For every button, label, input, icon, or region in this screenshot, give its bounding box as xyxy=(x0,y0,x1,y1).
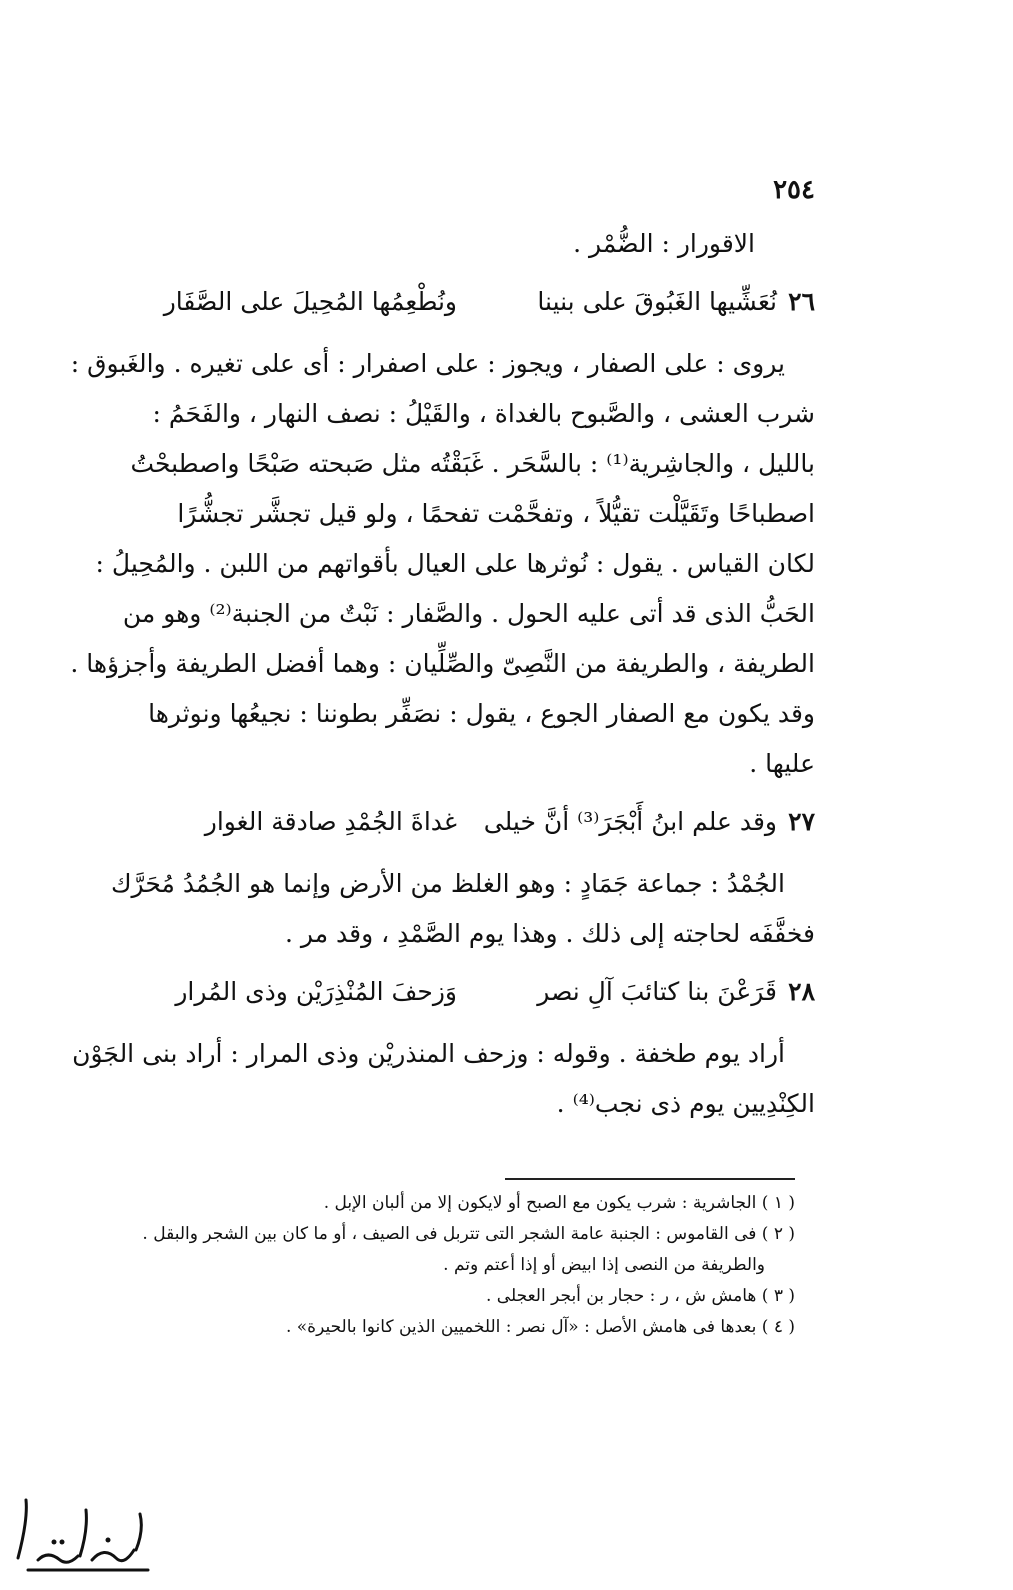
commentary-line: شرب العشى ، والصَّبوح بالغداة ، والقَيْلُ : نصف النهار ، والفَحَمُ : xyxy=(152,399,815,428)
footnotes xyxy=(95,1178,795,1343)
commentary-line: الحَبُّ الذى قد أتى عليه الحول . والصَّفار : نَبْتٌ من الجنبة⁽²⁾ وهو من xyxy=(122,599,815,628)
verse-hemistich-second: ونُطْعِمُها المُحِيلَ على الصَّفَار xyxy=(163,287,457,316)
verse-number: ٢٧ xyxy=(788,807,815,836)
verse-26 xyxy=(95,277,815,327)
verse-hemistich-first: نُعَشِّيها الغَبُوقَ على بنينا xyxy=(537,287,777,316)
page-body xyxy=(70,175,815,1129)
commentary-line: يروى : على الصفار ، ويجوز : على اصفرار : أى على تغيره . والغَبوق : xyxy=(70,349,785,378)
commentary-27 xyxy=(95,859,815,959)
commentary-line: الكِنْدِيين يوم ذى نجب⁽⁴⁾ . xyxy=(556,1089,815,1118)
verse-hemistich-second: وَزحفَ المُنْذِرَيْن وذى المُرار xyxy=(175,977,457,1006)
commentary-line: اصطباحًا وتَقَيَّلْت تقيُّلاً ، وتفحَّمْت تفحمًا ، ولو قيل تجشَّر تجشُّرًا xyxy=(177,499,815,528)
verse-27 xyxy=(95,797,815,847)
footnote: ( ٣ ) هامش ش ، ر : حجار بن أبجر العجلى . xyxy=(486,1286,795,1306)
footnote: ( ٤ ) بعدها فى هامش الأصل : «آل نصر : اللخميين الذين كانوا بالحيرة» . xyxy=(285,1317,795,1337)
commentary-line: فخفَّفَه لحاجته إلى ذلك . وهذا يوم الصَّمْدِ ، وقد مر . xyxy=(285,919,815,948)
verse-hemistich-first: قَرَعْنَ بنا كتائبَ آلِ نصر xyxy=(537,977,777,1006)
commentary-line: الجُمْدُ : جماعة جَمَادٍ : وهو الغلظ من الأرض وإنما هو الجُمُدُ مُحَرَّك xyxy=(110,869,785,898)
page-number: ٢٥٤ xyxy=(773,175,815,205)
intro-line: الاقورار : الضُّمْر . xyxy=(573,229,755,258)
verse-28 xyxy=(95,967,815,1017)
verse-number: ٢٦ xyxy=(788,287,815,316)
commentary-line: الطريفة ، والطريفة من النَّصِىّ والصِّلِّيان : وهما أفضل الطريفة وأجزؤها . xyxy=(70,649,815,678)
commentary-line: وقد يكون مع الصفار الجوع ، يقول : نصَفِّر بطوننا : نجيعُها ونوثرها xyxy=(148,699,815,728)
commentary-line: عليها . xyxy=(749,749,815,778)
footnote-divider xyxy=(505,1178,795,1180)
footnote: ( ١ ) الجاشرية : شرب يكون مع الصبح أو لايكون إلا من ألبان الإبل . xyxy=(323,1193,795,1213)
commentary-26 xyxy=(70,339,815,789)
commentary-line: لكان القياس . يقول : نُوثرها على العيال بأقواتهم من اللبن . والمُحِيلُ : xyxy=(95,549,815,578)
commentary-line: بالليل ، والجاشِرية⁽¹⁾ : بالسَّحَر . غَبَقْتُه مثل صَبحته صَبْحًا واصطبحْتُ xyxy=(130,449,815,478)
commentary-line: أراد يوم طخفة . وقوله : وزحف المنذريْن وذى المرار : أراد بنى الجَوْن xyxy=(72,1039,785,1068)
calligraphy-logo xyxy=(8,1480,158,1580)
verse-hemistich-first: وقد علم ابنُ أَبْجَرَ⁽³⁾ أنَّ خيلى xyxy=(483,807,777,836)
commentary-28 xyxy=(72,1029,815,1129)
verse-number: ٢٨ xyxy=(788,977,815,1006)
footnote: ( ٢ ) فى القاموس : الجنبة عامة الشجر التى تتربل فى الصيف ، أو ما كان بين الشجر والبقل . xyxy=(142,1224,795,1244)
footnote: والطريفة من النصى إذا ابيض أو إذا أعتم وتم . xyxy=(443,1255,765,1275)
verse-hemistich-second: غداةَ الجُمْدِ صادقة الغوار xyxy=(204,807,457,836)
